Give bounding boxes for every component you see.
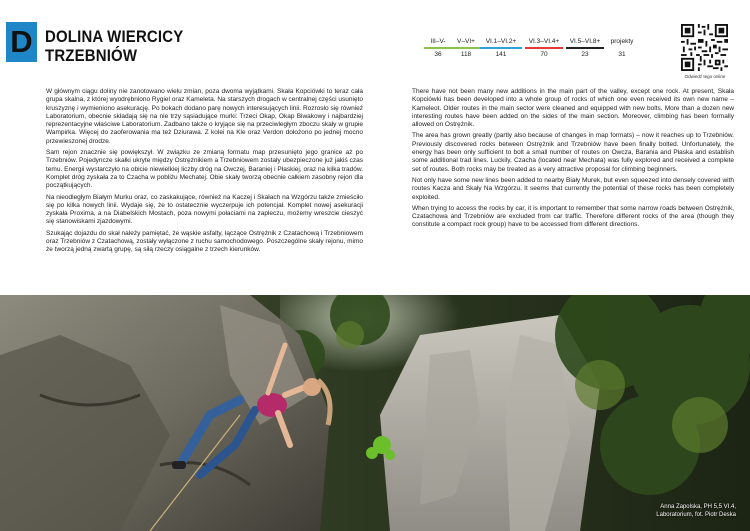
grade-label: VI.5–VI.8+ [569,38,601,45]
grade-color-bar [424,47,452,49]
grade-label: VI.3–VI.4+ [528,38,560,45]
paragraph: The area has grown greatly (partly also because of changes in map formats) – now it reaches up to Trzebniów. Previously discovered rocks between Ostrężnik and Trzebniów have been finally bolted. Unfortunately, the energy has been only sufficient to bolt a small number of routes on Owcza, Barania and Płaska and establish some additional trad lines. Luckily, Czacha (located near Mechata) was fully explored and received a complete set of routes. Both rocks may be treated as a very attractive proposal for climbing beginners. [412,132,734,173]
photo-illustration [0,295,750,531]
grade-color-bar [566,47,604,49]
title-line-1: DOLINA WIERCICY [45,27,184,46]
grade-color-bar [451,47,481,49]
qr-caption: Odwiedź tego online [684,74,726,79]
climbing-photo [0,295,750,531]
grade-column [607,38,637,59]
text-column-english [412,88,734,233]
paragraph: W głównym ciągu doliny nie zanotowano wielu zmian, poza dwoma wyjątkami. Skała Kopciówki to teraz cała grupa skalna, z której wyodrębniono Rygiel oraz Kameleta. Na starszych drogach w centralnej części usunięto kruszyznę i wymieniono asekurację. Po bokach dodano parę nowych interesujących linii. Rozrosło się również Laboratorium, obecnie składają się na nie trzy sąsiadujące murki: Trzeci Okap, Okap Biwakowy i najbardziej reprezentacyjne właściwe Laboratorium. Zadbano także o kryjące się na przeciwległym zboczu skały w grupie Wampirka. Więcej do zaoferowania ma też Dziurawa. Z kolei na Kle oraz Verdon dołożono po jednej mocno przewieszonej drodze. [46,88,363,145]
grade-label: VI.1–VI.2+ [485,38,517,45]
grade-count: 36 [434,51,442,58]
photo-caption [656,503,736,519]
paragraph: When trying to access the rocks by car, it is important to remember that some narrow roads between Ostrężnik, Czatachowa and Trzebniów are excluded from car traffic. Therefore different rocks of the area (though they constitute a compact rock group) have to be accessed from different directions. [412,204,734,229]
grade-label: projekty [610,38,634,45]
grade-label: V–VI+ [457,38,475,45]
text-column-polish [46,88,363,258]
grade-column [424,38,452,59]
grade-column [451,38,481,59]
paragraph: Not only have some new lines been added to nearby Biały Murek, but even squeezed into densely covered with routes Kacza and Skały Na Wzgórzu. It seems that currently the potential of these rocks has been completely exploited. [412,176,734,201]
paragraph: Na nieodległym Białym Murku oraz, co zaskakujące, również na Kaczej i Skałach na Wzgórzu także zmieściło się po kilka nowych linii. Wydaje się, że to ostatecznie wyczerpuje ich potencjał. Komplet nowej asekuracji zyskała Proxima, a na Diabelskich Mostach, poza nowymi połaciami na zapleczu, możemy wreszcie cieszyć się stanowiskami zjazdowymi. [46,193,363,226]
title-line-2: TRZEBNIÓW [45,46,138,65]
grade-color-bar [525,47,563,49]
grade-count: 118 [460,51,472,58]
qr-code-icon[interactable] [681,24,728,71]
section-letter-badge: D [6,22,37,62]
page-title [45,27,183,65]
grade-count: 23 [581,51,589,58]
grade-count: 141 [495,51,507,58]
grade-label: III–V- [430,38,446,45]
paragraph: Sam rejon znacznie się powiększył. W związku ze zmianą formatu map przesunięto jego granice aż po Trzebniów. Pojedyncze skałki ukryte między Ostrężnikiem a Trzebniowem zostały ubezpieczone już jakiś czas temu. Energii wystarczyło na obicie niewielkiej liczby dróg na Owczej, Baraniej i Płaskiej, oraz na kilka tradów. Komplet dróg zyskała za to Czacha w pobliżu Mechatej. Obie skały tworzą obecnie całkiem zasobny rejon dla początkujących. [46,149,363,190]
photo-caption-line-2: Laboratorium, fot. Piotr Deska [656,512,736,518]
grade-color-bar [480,47,522,49]
grade-color-bar [607,47,637,49]
photo-caption-line-1: Anna Zapolska, PH 5,5 VI.4, [660,504,736,510]
paragraph: Szukając dojazdu do skał należy pamiętać, że wąskie asfalty, łączące Ostrężnik z Czatachową i Trzebniowem oraz Trzebniów z Czatachową, zostały wyłączone z ruchu samochodowego. Poszczególne skały rejonu, mimo że tworzą jedną zwartą grupę, są siłą rzeczy osiągalne z trzech kierunków. [46,229,363,254]
grade-count: 70 [540,51,548,58]
grade-summary [424,38,634,62]
grade-count: 31 [618,51,626,58]
grade-column [566,38,604,59]
paragraph: There have not been many new additions in the main part of the valley, except one rock. At present, Skała Kopciówki has been developed into a whole group of rocks of which one even received its own new name – Kameleot. Older routes in the main sector were cleaned and equipped with new bolts. More than a dozen new interesting routes have been added on the sides of the main section. Moreover, climbing has been formally allowed on Ostrężnik. [412,88,734,129]
grade-column [480,38,522,59]
grade-column [525,38,563,59]
